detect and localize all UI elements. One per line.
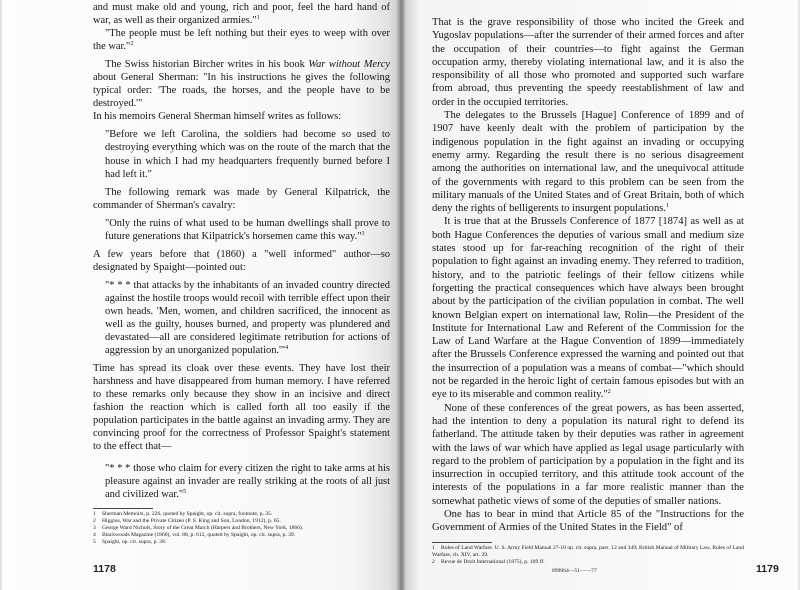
footnote-ref: 3: [361, 230, 365, 237]
footnote: 2 Higgins, War and the Private Citizen (P. S. King and Son, London, 1912), p. 65.: [93, 517, 281, 524]
right-page: [400, 0, 800, 590]
paragraph: One has to bear in mind that Article 85 of the "Instructions for the Government of Armies of the United States in the Field" of: [432, 508, 744, 534]
page-edge-shadow: [0, 0, 3, 590]
left-text-column: [93, 1, 390, 547]
footnote: 1 Sherman Memoirs, p. 226, quoted by Spaight, op. cit. supra, footnote, p. 35.: [93, 510, 273, 517]
footnote-ref: 2: [130, 41, 134, 48]
footnote-ref: 1: [666, 203, 670, 210]
paragraph: That is the grave responsibility of those who incited the Greek and Yugoslav populations—after the surrender of their armed forces and after the occupation of their countries—to fight against the German occupation army, thereby violating international law, and it is also the responsibility of all those who promoted and supported such warfare from abroad, thus preventing the speedy reestablishment of law and order in the occupied territories.: [432, 17, 744, 108]
footnote: 5 Spaight, op. cit. supra, p. 38.: [93, 539, 167, 546]
page-number: 1179: [756, 563, 779, 575]
footnote: 3 George Ward Nichols, Story of the Great March (Harpers and Brothers, New York, 1866).: [93, 525, 304, 532]
paragraph: A few years before that (1860) a "well informed" author—so designated by Spaight—pointed out:: [93, 248, 390, 273]
paragraph: Time has spread its cloak over these events. They have lost their harshness and have disappeared from human memory. I have referred to these remarks only because they show in an incisive and direct fashion the reaction which is called forth all too easily if the population participates in the battle against an invading army. They are convincing proof for the correctness of Professor Spaight's statement to the effect that—: [93, 363, 390, 453]
paragraph: None of these conferences of the great powers, as has been asserted, had the intention to deny a population its natural right to defend its fatherland. The attitude taken by their deputies was rather in agreement with the laws of war which have applied as legal usage particularly with regard to the problem of participation by a population in the fight and its insurrection in occupied territory, and this attitude took account of the interests of the populations in a far more realistic manner than the somewhat pathetic views of some of the deputies of smaller nations.: [432, 402, 744, 507]
block-quote: "* * * those who claim for every citizen the right to take arms at his pleasure against an invader are really striking at the roots of all just and civilized war."$^5$: [105, 462, 390, 500]
block-quote: "Only the ruins of what used to be human dwellings shall prove to future generations that Kilpatrick's horsemen came this way."$^3$: [105, 217, 390, 242]
footnote: 1 Rules of Land Warfare. U. S. Army Field Manual 27-10 op. cit. supra, pars. 12 and 349; British Manual of Military Law, Rules of Land Warfare, ch. XIV, art. 29.: [432, 544, 744, 558]
footnote-rule: [93, 508, 153, 509]
right-text-column: [432, 16, 744, 575]
footnote-ref: 1: [256, 15, 260, 22]
footnote-ref: 5: [183, 488, 187, 495]
footnote-ref: 2: [607, 389, 611, 396]
paragraph: The delegates to the Brussels [Hague] Conference of 1899 and of 1907 have keenly dealt with the problem of participation by the indigenous population in the fight against an invading or occupying enemy army. Regarding the result there is no serious disagreement among the authorities on international law, and the unequivocal attitude of the governments with regard to this problem can be seen from the military manuals of the United States and of Great Britain, both of which deny the rights of belligerents to insurgent populations.$^1$: [432, 110, 744, 215]
footnote: 4 Blackwoods Magazine (1860), vol. 88, p. 612, quoted by Spaight, op. cit. supra, p. 39.: [93, 532, 296, 539]
block-quote: "* * * that attacks by the inhabitants of an invaded country directed against the hostile troops would recoil with terrible effect upon their own heads. 'Men, women, and children sacrificed, the innocent as well as the guilty, houses burned, and property was plundered and devastated—all are considered legitimate retribution for actions of aggression by an unorganized population.'"$^4$: [105, 279, 390, 357]
paragraph: The Swiss historian Bircher writes in his book War without Mercy about General Sherman: "In his instructions he gives the following typical order: 'The roads, the horses, and the people have to be destroyed.'": [93, 59, 390, 110]
footnote: 2 Revue de Droit International (1875), p. 109 ff.: [432, 558, 545, 565]
print-code: 899964—51——77: [552, 568, 597, 575]
paragraph: The following remark was made by General Kilpatrick, the commander of Sherman's cavalry:: [93, 186, 390, 211]
book-gutter: [396, 0, 406, 590]
footnote-ref: 4: [285, 345, 289, 352]
book-title: War without Mercy: [308, 59, 390, 71]
paragraph: In his memoirs General Sherman himself writes as follows:: [93, 111, 342, 123]
paragraph: and must make old and young, rich and poor, feel the hard hand of war, as well as their organized armies."$^1$: [93, 2, 390, 27]
footnote-rule: [432, 542, 492, 543]
paragraph: "The people must be left nothing but their eyes to weep with over the war."$^2$: [93, 28, 390, 53]
page-number: 1178: [93, 563, 116, 575]
paragraph: It is true that at the Brussels Conference of 1877 [1874] as well as at both Hague Conferences the deputies of various small and medium size states stood up for far-reaching recognition of the right of their population to fight against an invading enemy. They referred to tradition, history, and to the patriotic feelings of their fellow citizens while forgetting the practical consequences which have always been brought about by the participation of the civilian population in combat. The well known Belgian expert on international law, Rolin—the President of the Institute for International Law and Referent of the Commission for the Law of Land Warfare at the Hague Convention of 1899—immediately after the Brussels Conference expressed the warning and pointed out that the insurrection of a population was a means of combat—"which should not be regarded in the heroic light of certain famous episodes but with an eye to its miserable and common reality."$^2$: [432, 216, 744, 401]
block-quote: "Before we left Carolina, the soldiers had become so used to destroying everything which was on the route of the march that the house in which I had my headquarters frequently burned before I had left it.": [105, 129, 390, 180]
